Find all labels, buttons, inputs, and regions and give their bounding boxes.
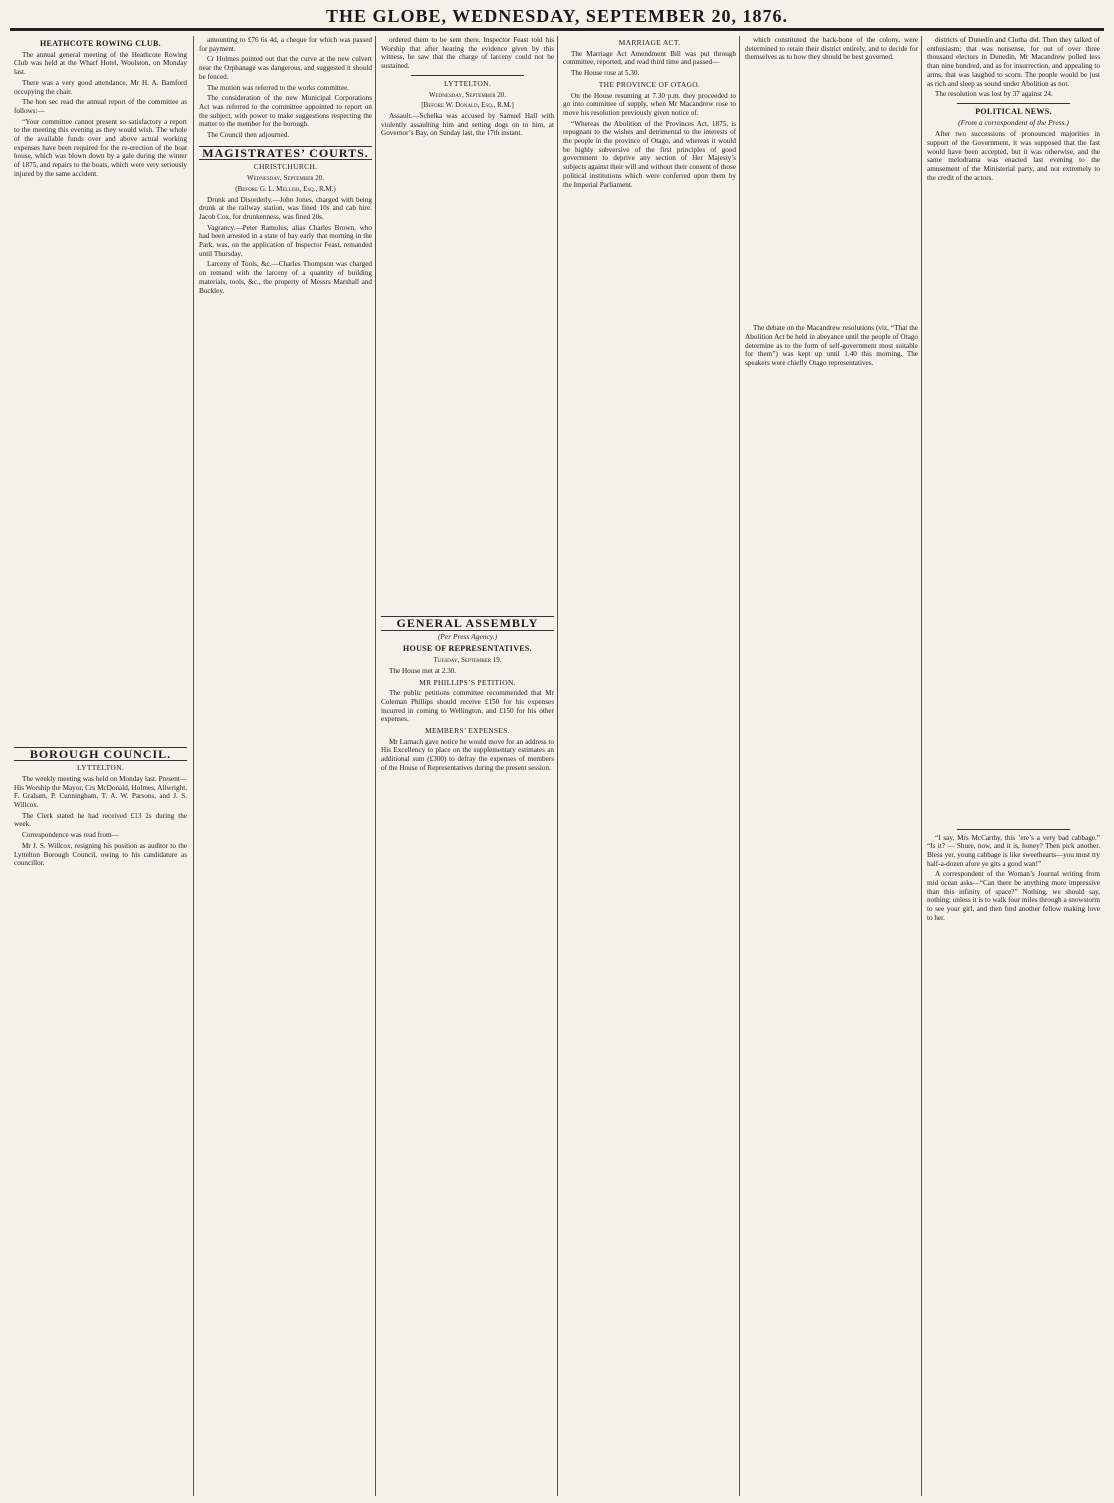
column-divider [375, 36, 376, 1496]
correspondent-credit: (From a correspondent of the Press.) [958, 117, 1069, 127]
paragraph: amounting to £76 6s 4d, a cheque for which was passed for payment. [199, 36, 372, 53]
paragraph: “Your committee cannot present so satisfactory a report to the meeting this evening as they would wish. The whole of the available funds over and above actual working expenses have been required for the re-erection of the boat house, which was blown down by a gale during the winter of 1875, and repairs to the boats, which were very seriously injured by the same accident. [14, 117, 187, 178]
paragraph: which constituted the back-bone of the colony, were determined to retain their district entirely, and to decide for themselves as to how they should be best governed. [745, 36, 918, 62]
column-divider [921, 36, 922, 1496]
paragraph: The debate on the Macandrew resolutions (viz, “That the Abolition Act be held in abeyance until the people of Otago determine as to the form of self-government most suitable for them”) was kept up until 1.40 this morning. The speakers were chiefly Otago representatives. [745, 324, 918, 367]
paragraph: Vagrancy.—Peter Ramolus, alias Charles Brown, who had been arrested in a state of hay early that morning in the Park, was, on the application of Inspector Feast, remanded until Thursday. [199, 223, 372, 258]
paragraph: The Clerk stated he had received £13 2s during the week. [14, 811, 187, 829]
paragraph: The House rose at 5.30. [571, 69, 640, 78]
heading-heathcote-rowing-club: HEATHCOTE ROWING CLUB. [40, 39, 161, 48]
paragraph: The hon sec read the annual report of the committee as follows:— [14, 98, 187, 115]
paragraph: The resolution was lost by 37 against 24. [935, 90, 1053, 99]
paragraph: Mr J. S. Willcox, resigning his position as auditor to the Lyttelton Borough Council, owing to his candidature as councillor. [14, 841, 187, 868]
masthead [10, 4, 1104, 30]
subheading-petition: MR PHILLIPS’S PETITION. [419, 677, 516, 687]
masthead-rule [10, 30, 1104, 31]
paragraph: Mr Larnach gave notice he would move for an address to His Excellency to place on the supplementary estimates an additional sum (£300) to defray the expenses of members of the House of Representatives during the present session. [381, 737, 554, 772]
paragraph: “I say, Mrs McCarthy, this ’ere’s a very bad cabbage.” “Is it? — Shure, now, and it is, honey? Then pick another. Bless yer, young cabbage is like sweethearts—you must try half-a-dozen afore ye gits a good wan!” [927, 833, 1100, 868]
heading-political-news: POLITICAL NEWS. [975, 106, 1052, 116]
paragraph: Assault.—Schelka was accused by Samuel Hall with violently assaulting him and setting dogs on to him, at Governor’s Bay, on Sunday last, the 17th instant. [381, 111, 554, 138]
press-agency-credit: (Per Press Agency.) [437, 631, 498, 641]
continued-text-area [14, 181, 187, 741]
column-3 [381, 36, 554, 1496]
continued-text-area [745, 64, 918, 324]
paragraph: The Council then adjourned. [207, 131, 290, 140]
paragraph: The House met at 2.30. [389, 666, 457, 675]
subheading-province-of-otago: THE PROVINCE OF OTAGO. [598, 79, 701, 89]
court-date: Wednesday, September 20. [246, 174, 325, 183]
column-divider [193, 36, 194, 1496]
section-rule [957, 103, 1070, 104]
session-date: Tuesday, September 19. [433, 656, 502, 665]
paragraph: The motion was referred to the works committee. [207, 83, 350, 92]
subheading-christchurch: CHRISTCHURCH. [253, 162, 318, 172]
continued-text-area [927, 185, 1100, 825]
paragraph: The Marriage Act Amendment Bill was put through committee, reported, and read third time and passed— [563, 49, 736, 67]
paragraph: The annual general meeting of the Heathcote Rowing Club was held at the Wharf Hotel, Woolston, on Monday last. [14, 50, 187, 77]
paragraph: ordered them to be sent there. Inspector Feast told his Worship that after hearing the evidence given by this witness, he saw that the charge of larceny could not be sustained. [381, 36, 554, 71]
court-bench: [Before W. Donald, Esq., R.M.] [421, 101, 514, 110]
subheading-lyttelton: LYTTELTON. [443, 78, 492, 88]
heading-magistrates-courts: MAGISTRATES’ COURTS. [199, 146, 372, 161]
paragraph: After two successions of pronounced majorities in support of the Government, it was supposed that the fast would have been accepted, but it was otherwise, and the same melodrama was enacted last evening to the amusement of the Ministerial party, and not extremely to the credit of the actors. [927, 130, 1100, 182]
subheading-marriage-act: MARRIAGE ACT. [618, 38, 681, 47]
heading-general-assembly: GENERAL ASSEMBLY [381, 616, 554, 631]
section-rule [957, 829, 1070, 830]
paragraph: On the House resuming at 7.30 p.m. they proceeded to go into committee of supply, when Mr Macandrew rose to move his resolution previously given notice of. [563, 91, 736, 117]
paragraph: The public petitions committee recommended that Mr Coleman Phillips should receive £150 for his expenses incurred in coming to Wellington, and £150 for his other expenses. [381, 689, 554, 724]
paragraph: Drunk and Disorderly.—John Jones, charged with being drunk at the railway station, was fined 10s and cab hire. Jacob Cox, for drunkenness, was fined 20s. [199, 195, 372, 221]
paragraph: The consideration of the new Municipal Corporations Act was referred to the committee appointed to report on the subject, with power to make suggestions respecting the matter to the member for the borough. [199, 94, 372, 129]
column-divider [557, 36, 558, 1496]
paragraph: Cr Holmes pointed out that the curve at the new culvert near the Orphanage was dangerous, and suggested it should be fenced. [199, 55, 372, 81]
heading-borough-council: BOROUGH COUNCIL. [14, 747, 187, 762]
column-5 [745, 36, 918, 1496]
paragraph: A correspondent of the Woman’s Journal writing from mid ocean asks—“Can there be anything more impressive than this infinity of space?” Nothing, we should say, nothing; unless it is to walk four miles through a snowstorm to see your girl, and then find another fellow making love to her. [927, 870, 1100, 922]
paragraph: Larceny of Tools, &c.—Charles Thompson was charged on remand with the larceny of a quantity of building materials, tools, &c., the property of Messrs Marshall and Buckley. [199, 260, 372, 295]
continued-text-area [381, 140, 554, 610]
column-1 [14, 36, 187, 1496]
subheading-members-expenses: MEMBERS’ EXPENSES. [425, 726, 510, 736]
paragraph: Correspondence was read from— [22, 831, 119, 840]
paragraph: districts of Dunedin and Clutha did. Then they talked of enthusiasm; that was nonsense, for out of over three thousand electors in Dunedin, Mr Macandrew polled less than nine hundred, and as for insurrection, and appealing to arms, that was laughed to scorn. The people would be just as rich and sleep as sound under Abolition as not. [927, 36, 1100, 88]
column-2 [199, 36, 372, 1496]
subheading-lyttelton: LYTTELTON. [76, 763, 125, 773]
heading-house-of-representatives: HOUSE OF REPRESENTATIVES. [403, 644, 532, 654]
column-4 [563, 36, 736, 1496]
paragraph: There was a very good attendance, Mr H. A. Bamford occupying the chair. [14, 78, 187, 96]
column-divider [739, 36, 740, 1496]
paragraph: The weekly meeting was held on Monday last. Present—His Worship the Mayor, Crs McDonald, Holmes, Allwright, F. Graham, P. Cunningham, T. A. W. Parsons, and J. S. Willcox. [14, 774, 187, 810]
court-date: Wednesday, September 20. [428, 90, 507, 99]
newspaper-title: THE GLOBE, WEDNESDAY, SEPTEMBER 20, 1876. [326, 6, 788, 26]
section-rule [411, 75, 524, 76]
paragraph: “Whereas the Abolition of the Provinces Act, 1875, is repugnant to the wishes and detrimental to the interests of the people in the province of Otago, and whereas it would be highly subversive of the first principles of good government to deprive any section of Her Majesty’s subjects against their will and without their consent of those political institutions which were conferred upon them by the Imperial Parliament. [563, 119, 736, 189]
court-bench: (Before G. L. Mellish, Esq., R.M.) [235, 184, 336, 193]
column-6 [927, 36, 1100, 1496]
